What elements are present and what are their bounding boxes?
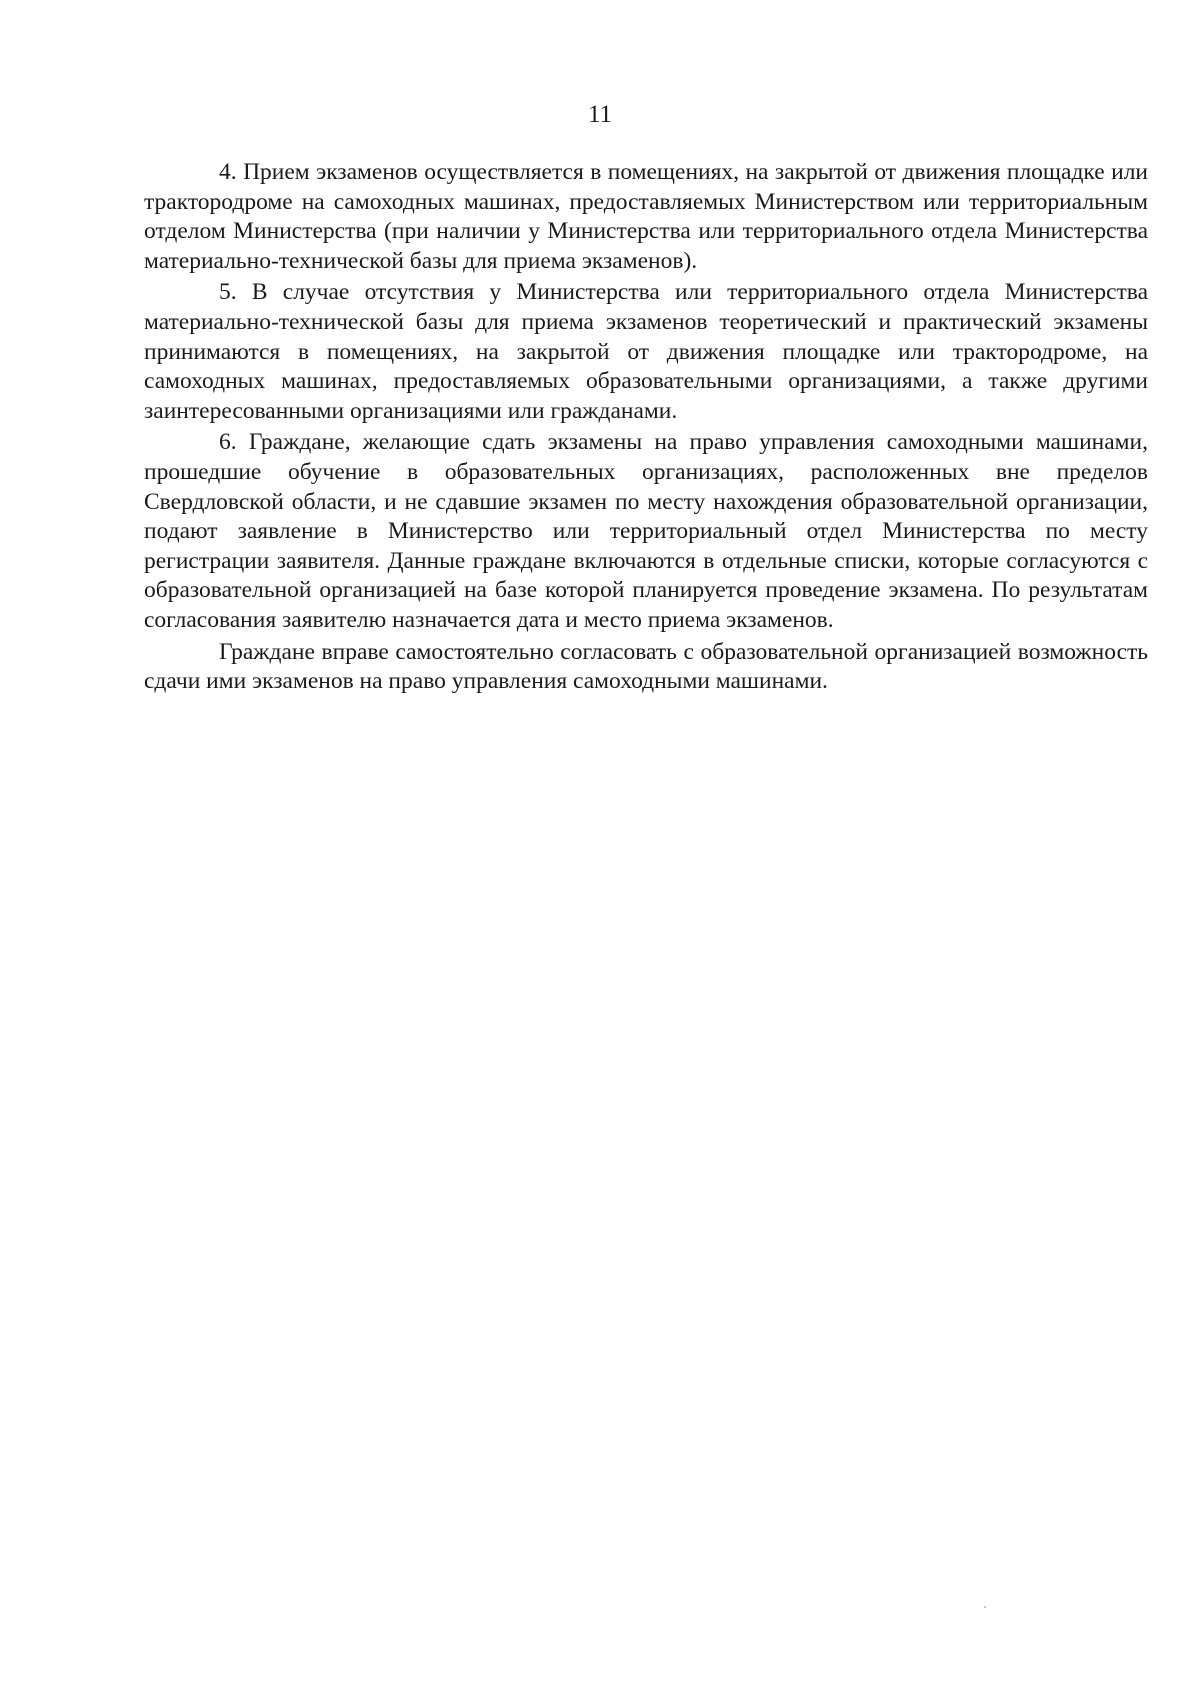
paragraph-6: 6. Граждане, желающие сдать экзамены на право управления самоходными машинами, прошедшие обучение в образовательных организациях, расположенных вне пределов Свердловской области, и не сдавшие экзамен по месту нахождения образовательной организации, подают заявление в Министерство или территориальный отдел Министерства по месту регистрации заявителя. Данные граждане включаются в отдельные списки, которые согласуются с образовательной организацией на базе которой планируется проведение экзамена. По результатам согласования заявителю назначается дата и место приема экзаменов. <box>144 429 1148 633</box>
paragraph-5: 5. В случае отсутствия у Министерства или территориального отдела Министерства материально-технической базы для приема экзаменов теоретический и практический экзамены принимаются в помещениях, на закрытой от движения площадке или трактородроме, на самоходных машинах, предоставляемых образовательными организациями, а также другими заинтересованными организациями или гражданами. <box>144 279 1148 424</box>
scan-speck <box>984 1606 986 1608</box>
document-body <box>144 158 1148 699</box>
paragraph-4: 4. Прием экзаменов осуществляется в помещениях, на закрытой от движения площадке или трактородроме на самоходных машинах, предоставляемых Министерством или территориальным отделом Министерства (при наличии у Министерства или территориального отдела Министерства материально-технической базы для приема экзаменов). <box>144 159 1148 274</box>
paragraph-6-continued: Граждане вправе самостоятельно согласовать с образовательной организацией возможность сдачи ими экзаменов на право управления самоходными машинами. <box>144 638 1148 695</box>
page-number: 11 <box>587 101 613 128</box>
